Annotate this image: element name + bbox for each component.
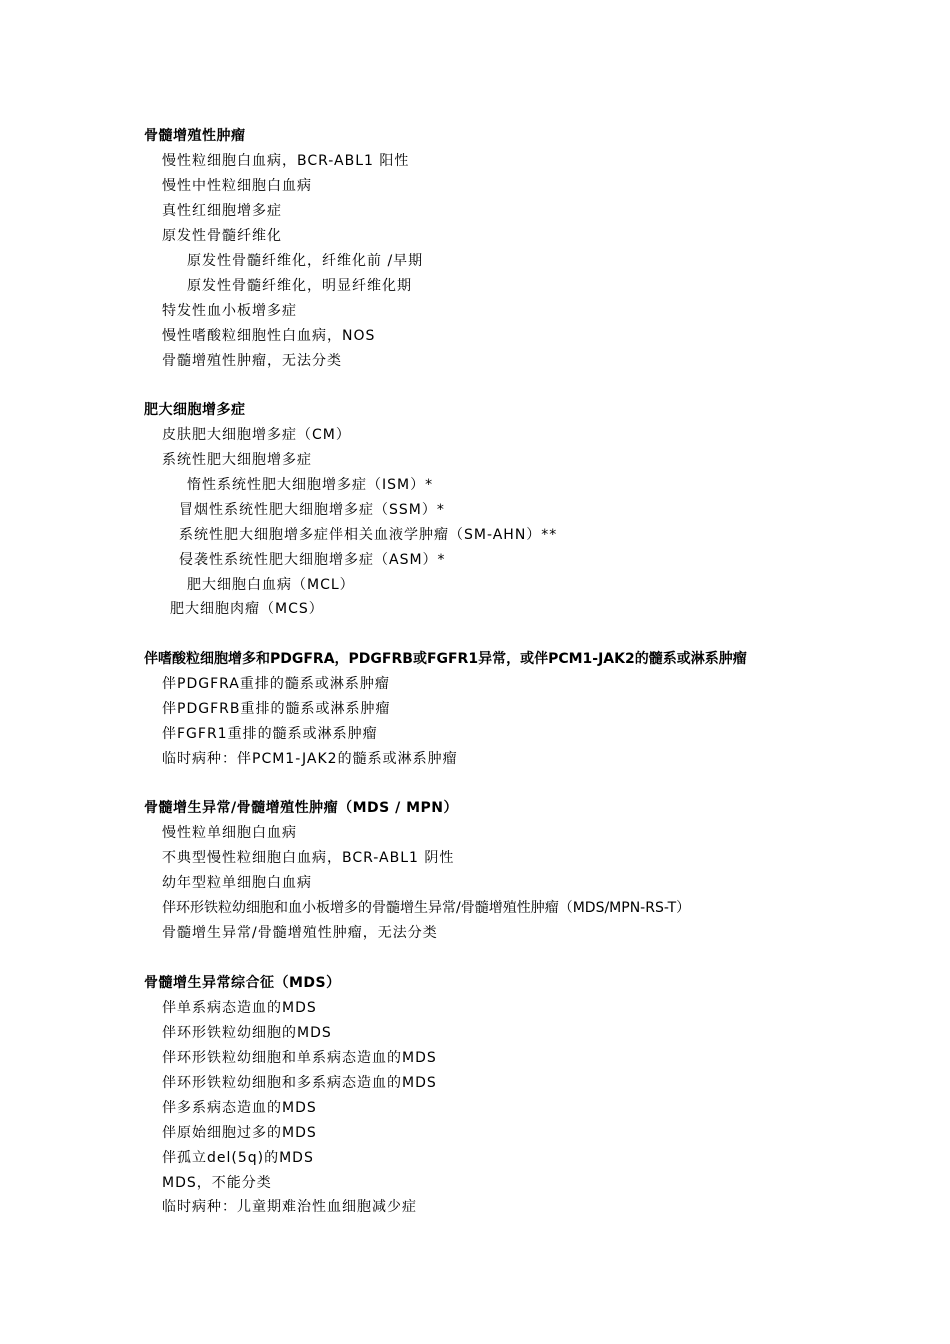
list-item: 慢性嗜酸粒细胞性白血病，NOS [162, 328, 376, 344]
list-item: 真性红细胞增多症 [162, 203, 282, 219]
section-heading-mds: 骨髓增生异常综合征（MDS） [144, 975, 341, 991]
list-item: 系统性肥大细胞增多症 [162, 452, 312, 468]
list-item: 幼年型粒单细胞白血病 [162, 875, 312, 891]
list-item: 骨髓增殖性肿瘤，无法分类 [162, 353, 342, 369]
list-item: 伴环形铁粒幼细胞和多系病态造血的MDS [162, 1075, 437, 1091]
list-item: 惰性系统性肥大细胞增多症（ISM）* [187, 477, 434, 493]
list-item: 冒烟性系统性肥大细胞增多症（SSM）* [179, 502, 445, 518]
list-item: 伴孤立del(5q)的MDS [162, 1150, 314, 1166]
list-item: 肥大细胞肉瘤（MCS） [170, 601, 324, 617]
list-item: 临时病种：伴PCM1-JAK2的髓系或淋系肿瘤 [162, 751, 458, 767]
list-item: 伴PDGFRA重排的髓系或淋系肿瘤 [162, 676, 390, 692]
list-item: 原发性骨髓纤维化 [162, 228, 282, 244]
list-item: 原发性骨髓纤维化，纤维化前 /早期 [187, 253, 424, 269]
list-item: 伴PDGFRB重排的髓系或淋系肿瘤 [162, 701, 391, 717]
list-item: 伴单系病态造血的MDS [162, 1000, 317, 1016]
list-item: 伴FGFR1重排的髓系或淋系肿瘤 [162, 726, 378, 742]
section-heading-mpn: 骨髓增殖性肿瘤 [144, 128, 246, 144]
section-heading-mastocytosis: 肥大细胞增多症 [144, 402, 246, 418]
list-item: MDS，不能分类 [162, 1175, 272, 1191]
list-item: 不典型慢性粒细胞白血病，BCR-ABL1 阴性 [162, 850, 455, 866]
list-item: 伴原始细胞过多的MDS [162, 1125, 317, 1141]
list-item: 慢性粒细胞白血病，BCR-ABL1 阳性 [162, 153, 410, 169]
list-item: 特发性血小板增多症 [162, 303, 297, 319]
list-item: 侵袭性系统性肥大细胞增多症（ASM）* [179, 552, 446, 568]
list-item: 骨髓增生异常/骨髓增殖性肿瘤，无法分类 [162, 925, 438, 941]
list-item: 原发性骨髓纤维化，明显纤维化期 [187, 278, 412, 294]
list-item: 慢性粒单细胞白血病 [162, 825, 297, 841]
list-item: 伴环形铁粒幼细胞的MDS [162, 1025, 332, 1041]
list-item: 皮肤肥大细胞增多症（CM） [162, 427, 351, 443]
section-heading-eosinophilia: 伴嗜酸粒细胞增多和PDGFRA，PDGFRB或FGFR1异常，或伴PCM1-JAK2的髓系或淋系肿瘤 [144, 651, 747, 667]
list-item: 临时病种：儿童期难治性血细胞减少症 [162, 1199, 417, 1215]
list-item: 系统性肥大细胞增多症伴相关血液学肿瘤（SM-AHN）** [179, 527, 558, 543]
list-item: 伴多系病态造血的MDS [162, 1100, 317, 1116]
list-item: 肥大细胞白血病（MCL） [187, 577, 355, 593]
section-heading-mds-mpn: 骨髓增生异常/骨髓增殖性肿瘤（MDS / MPN） [144, 800, 459, 816]
list-item: 伴环形铁粒幼细胞和单系病态造血的MDS [162, 1050, 437, 1066]
list-item: 慢性中性粒细胞白血病 [162, 178, 312, 194]
list-item: 伴环形铁粒幼细胞和血小板增多的骨髓增生异常/骨髓增殖性肿瘤（MDS/MPN-RS-T） [162, 900, 691, 916]
